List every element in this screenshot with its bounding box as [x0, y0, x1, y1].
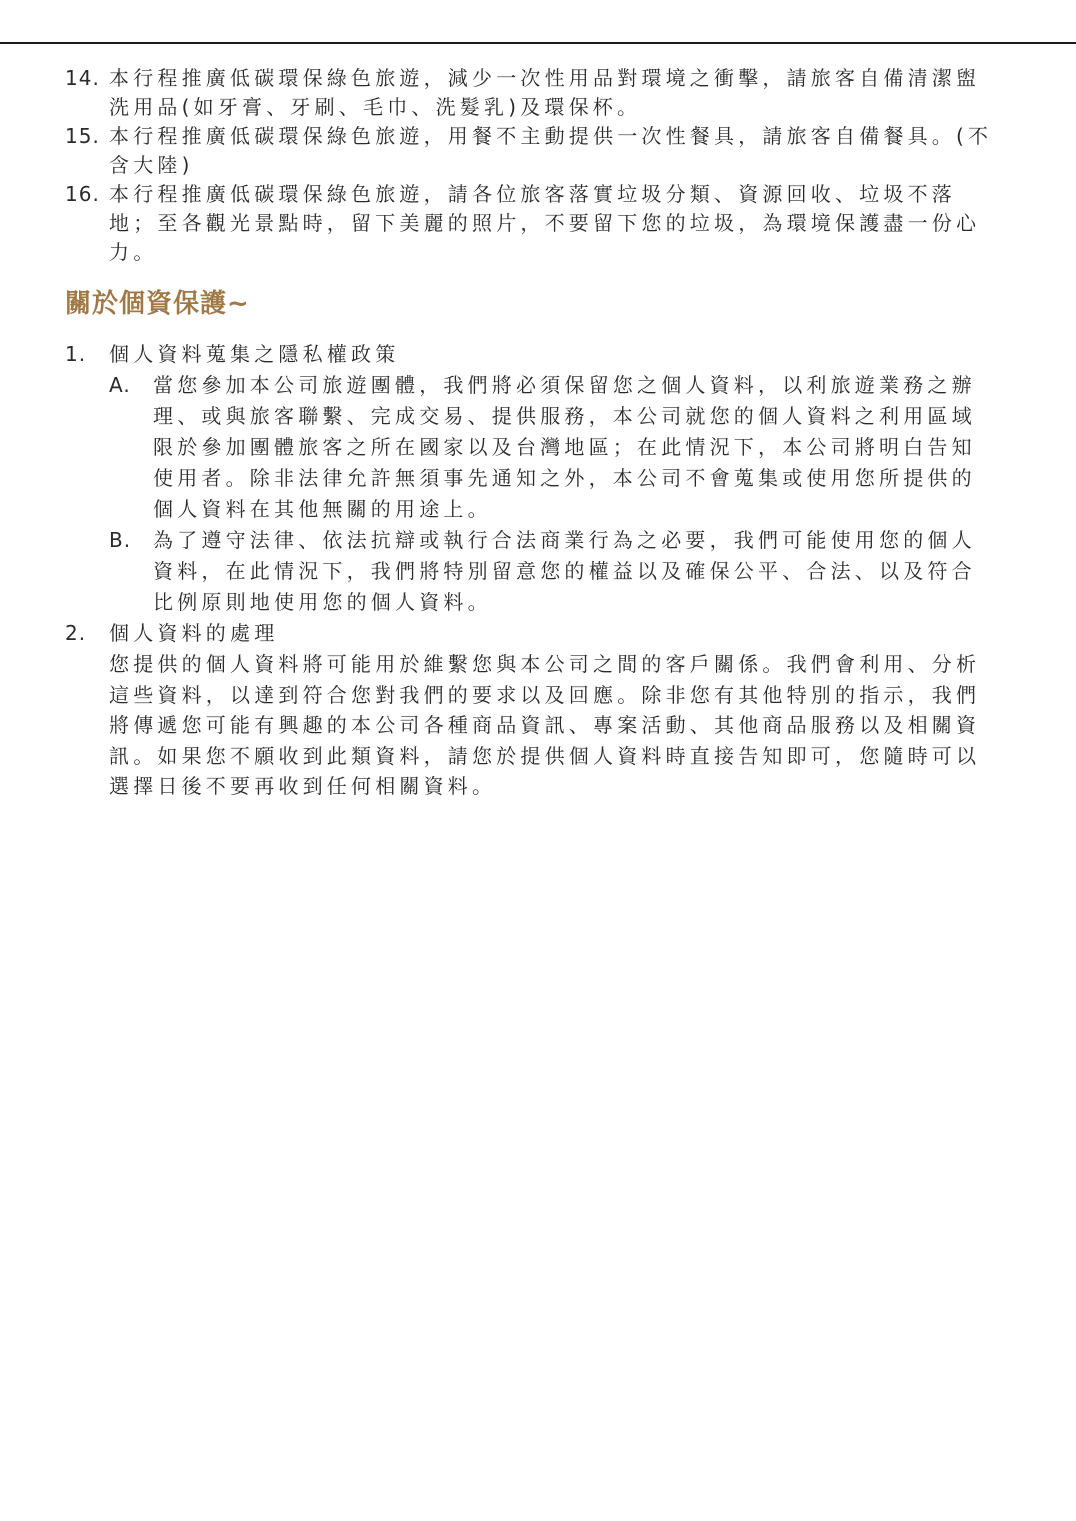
list-item-14: [65, 64, 995, 122]
privacy-sub-item-b: [109, 525, 995, 618]
document-body: [65, 64, 995, 802]
privacy-sub-item-a: [109, 370, 995, 525]
item-text: 本行程推廣低碳環保綠色旅遊，減少一次性用品對環境之衝擊，請旅客自備清潔盥洗用品(如牙膏、牙刷、毛巾、洗髮乳)及環保杯。: [109, 66, 981, 119]
list-item-15: [65, 122, 995, 180]
privacy-item-1: [65, 339, 995, 370]
privacy-item-2-body: 您提供的個人資料將可能用於維繫您與本公司之間的客戶關係。我們會利用、分析這些資料，以達到符合您對我們的要求以及回應。除非您有其他特別的指示，我們將傳遞您可能有興趣的本公司各種商品資訊、專案活動、其他商品服務以及相關資訊。如果您不願收到此類資料，請您於提供個人資料時直接告知即可，您隨時可以選擇日後不要再收到任何相關資料。: [109, 652, 981, 798]
section-heading-privacy: 關於個資保護~: [65, 289, 250, 319]
item-title: 個人資料的處理: [109, 621, 279, 645]
sub-item-text: 為了遵守法律、依法抗辯或執行合法商業行為之必要，我們可能使用您的個人資料，在此情況下，我們將特別留意您的權益以及確保公平、合法、以及符合比例原則地使用您的個人資料。: [153, 528, 976, 614]
item-text: 本行程推廣低碳環保綠色旅遊，請各位旅客落實垃圾分類、資源回收、垃圾不落地；至各觀光景點時，留下美麗的照片，不要留下您的垃圾，為環境保護盡一份心力。: [109, 182, 981, 264]
item-number: 1.: [65, 342, 87, 366]
item-number: 2.: [65, 621, 87, 645]
item-number: 16.: [65, 182, 100, 206]
item-number: 14.: [65, 66, 100, 90]
privacy-item-2: [65, 618, 995, 649]
list-item-16: [65, 180, 995, 267]
top-rule: [0, 42, 1076, 44]
sub-item-label: B.: [109, 528, 132, 552]
sub-item-label: A.: [109, 373, 131, 397]
item-number: 15.: [65, 124, 100, 148]
item-text: 本行程推廣低碳環保綠色旅遊，用餐不主動提供一次性餐具，請旅客自備餐具。(不含大陸): [109, 124, 993, 177]
sub-item-text: 當您參加本公司旅遊團體，我們將必須保留您之個人資料，以利旅遊業務之辦理、或與旅客聯繫、完成交易、提供服務，本公司就您的個人資料之利用區域限於參加團體旅客之所在國家以及台灣地區；在此情況下，本公司將明白告知使用者。除非法律允許無須事先通知之外，本公司不會蒐集或使用您所提供的個人資料在其他無關的用途上。: [153, 373, 976, 521]
item-title: 個人資料蒐集之隱私權政策: [109, 342, 400, 366]
